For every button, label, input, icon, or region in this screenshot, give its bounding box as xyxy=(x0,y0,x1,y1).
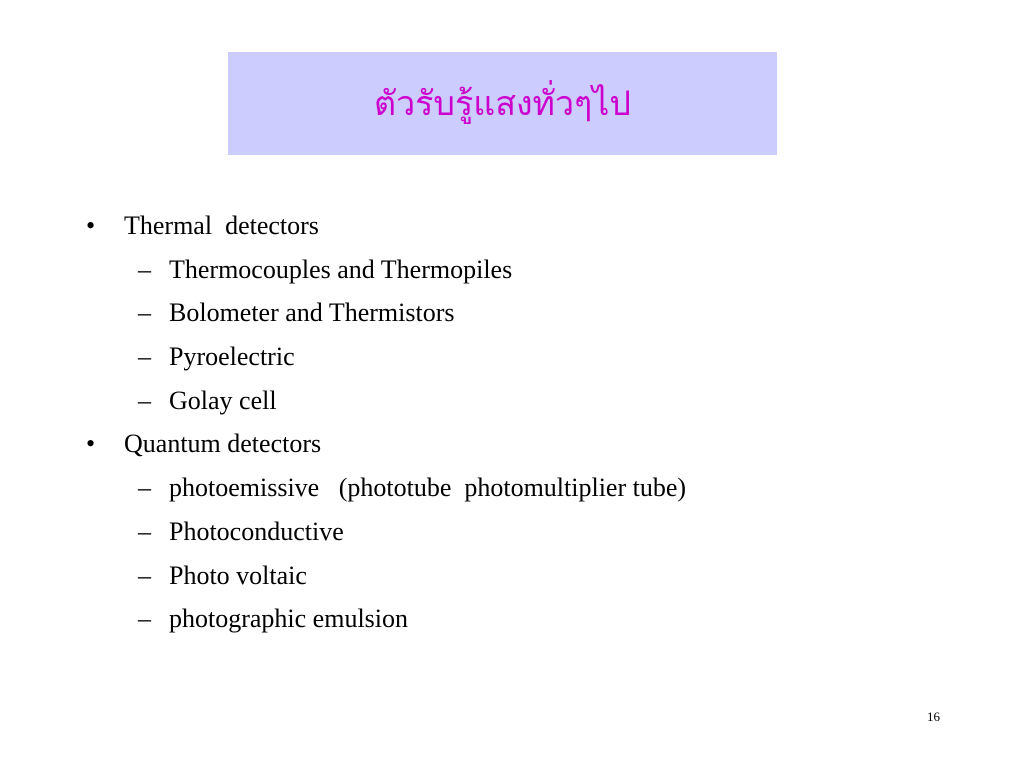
dash-marker: – xyxy=(138,298,151,328)
bullet-marker: • xyxy=(86,429,96,459)
sub-item-text: Thermocouples and Thermopiles xyxy=(169,254,513,284)
dash-marker: – xyxy=(138,385,151,415)
sub-item xyxy=(86,510,946,554)
bullet-item xyxy=(86,422,946,466)
bullet-item xyxy=(86,204,946,248)
sub-item xyxy=(86,335,946,379)
bullet-list xyxy=(86,204,946,641)
sub-item-text: photographic emulsion xyxy=(169,604,409,634)
page-number: 16 xyxy=(927,709,940,724)
dash-marker: – xyxy=(138,604,151,634)
dash-marker: – xyxy=(138,473,151,503)
sub-item-text: Photo voltaic xyxy=(169,560,307,590)
dash-marker: – xyxy=(138,254,151,284)
sub-item-text: photoemissive (phototube photomultiplier tube) xyxy=(169,473,687,503)
dash-marker: – xyxy=(138,516,151,546)
sub-item xyxy=(86,466,946,510)
sub-item-text: Pyroelectric xyxy=(169,342,295,372)
title-box xyxy=(228,52,777,155)
dash-marker: – xyxy=(138,560,151,590)
sub-item-text: Golay cell xyxy=(169,385,277,415)
sub-item xyxy=(86,248,946,292)
sub-item xyxy=(86,379,946,423)
bullet-text: Quantum detectors xyxy=(124,429,322,459)
bullet-marker: • xyxy=(86,211,96,240)
sub-item-text: Photoconductive xyxy=(169,516,344,546)
dash-marker: – xyxy=(138,342,151,372)
sub-item-text: Bolometer and Thermistors xyxy=(169,298,455,328)
slide-title: ตัวรับรู้แสงทั่วๆไป xyxy=(374,83,631,124)
sub-item xyxy=(86,554,946,598)
sub-item xyxy=(86,291,946,335)
bullet-text: Thermal detectors xyxy=(124,211,319,240)
sub-item xyxy=(86,597,946,641)
